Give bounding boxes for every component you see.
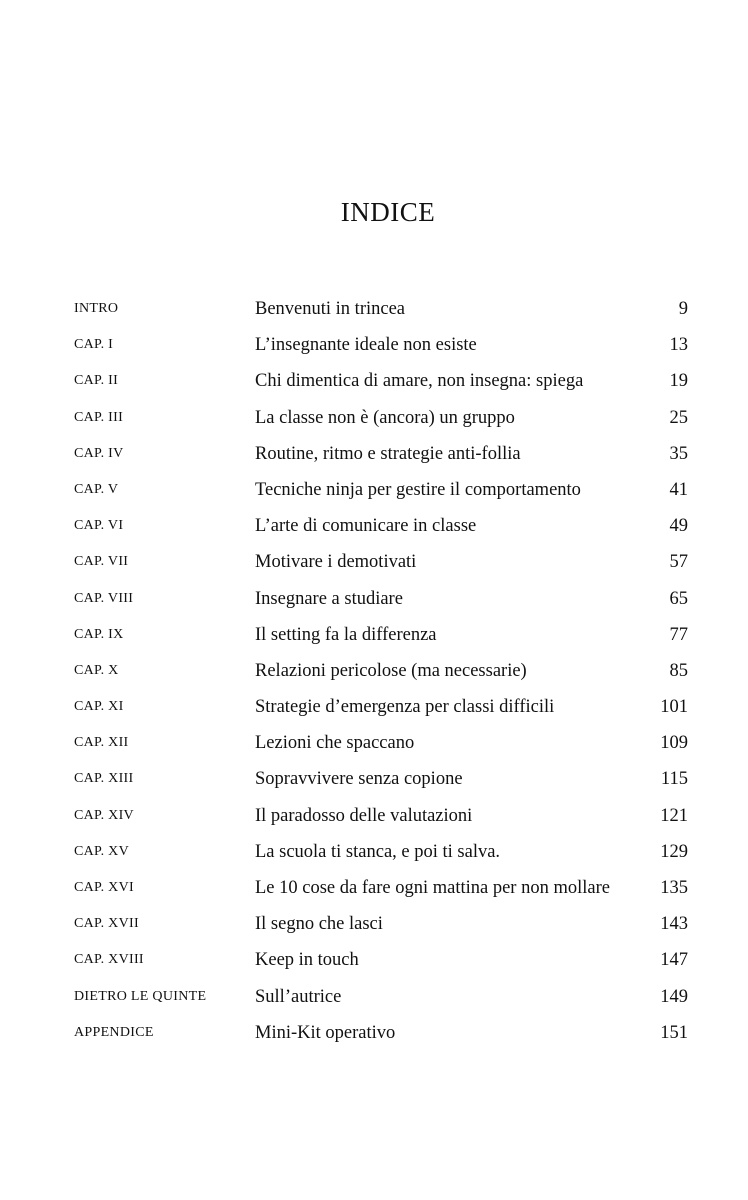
chapter-label: CAP. XVII <box>74 916 139 932</box>
chapter-label: CAP. XII <box>74 735 129 751</box>
page-number: 35 <box>669 443 688 464</box>
toc-row <box>0 290 748 326</box>
chapter-label: APPENDICE <box>74 1024 154 1040</box>
chapter-title: Motivare i demotivati <box>255 552 417 573</box>
chapter-label: CAP. V <box>74 481 119 497</box>
chapter-label: CAP. X <box>74 662 119 678</box>
toc-row <box>0 399 748 435</box>
chapter-title: La classe non è (ancora) un gruppo <box>255 407 515 428</box>
chapter-title: Il paradosso delle valutazioni <box>255 805 473 826</box>
chapter-title: Le 10 cose da fare ogni mattina per non mollare <box>255 878 610 898</box>
chapter-label: CAP. II <box>74 373 119 389</box>
chapter-title: Tecniche ninja per gestire il comportamento <box>255 479 581 500</box>
chapter-title: Relazioni pericolose (ma necessarie) <box>255 660 527 681</box>
toc-row <box>0 869 748 905</box>
toc-row <box>0 688 748 724</box>
page-number: 85 <box>669 660 688 681</box>
chapter-title: L’arte di comunicare in classe <box>255 516 477 537</box>
chapter-title: Routine, ritmo e strategie anti-follia <box>255 443 521 464</box>
chapter-label: CAP. XI <box>74 699 124 715</box>
page-title: INDICE <box>340 197 436 227</box>
toc-row <box>0 760 748 796</box>
page-number: 57 <box>669 552 688 573</box>
toc-row <box>0 543 748 579</box>
chapter-label: INTRO <box>74 301 119 316</box>
chapter-title: Benvenuti in trincea <box>255 299 406 319</box>
chapter-label: CAP. III <box>74 409 124 425</box>
chapter-title: Insegnare a studiare <box>255 588 403 609</box>
toc-row <box>0 905 748 941</box>
toc-row <box>0 362 748 398</box>
page-number: 49 <box>669 516 688 537</box>
chapter-title: Sopravvivere senza copione <box>255 769 463 790</box>
page-number: 19 <box>669 371 688 392</box>
page-number: 109 <box>660 733 688 754</box>
page-number: 129 <box>660 841 688 862</box>
toc-row <box>0 1014 748 1050</box>
chapter-title: Chi dimentica di amare, non insegna: spiega <box>255 371 584 392</box>
toc-row <box>0 616 748 652</box>
toc-row <box>0 507 748 543</box>
chapter-label: CAP. XV <box>74 843 130 859</box>
toc-row <box>0 941 748 977</box>
chapter-title: Keep in touch <box>255 950 359 971</box>
toc-row <box>0 797 748 833</box>
chapter-label: CAP. IV <box>74 445 124 461</box>
chapter-label: DIETRO LE QUINTE <box>74 988 207 1004</box>
page-number: 135 <box>660 878 688 898</box>
chapter-label: CAP. XIII <box>74 771 134 787</box>
chapter-label: CAP. IX <box>74 626 124 642</box>
chapter-title: Lezioni che spaccano <box>255 733 415 754</box>
page-number: 25 <box>669 407 688 428</box>
toc-row <box>0 833 748 869</box>
page-number: 149 <box>660 986 688 1007</box>
chapter-label: CAP. I <box>74 337 114 353</box>
page-number: 101 <box>660 697 688 718</box>
chapter-label: CAP. XVIII <box>74 952 144 968</box>
chapter-label: CAP. VI <box>74 518 124 534</box>
chapter-title: Mini-Kit operativo <box>255 1022 396 1043</box>
chapter-label: CAP. VII <box>74 554 129 570</box>
page-number: 9 <box>678 299 688 319</box>
chapter-label: CAP. XVI <box>74 880 134 895</box>
toc-row <box>0 580 748 616</box>
page-number: 77 <box>669 624 688 645</box>
toc-row <box>0 652 748 688</box>
table-of-contents <box>0 290 748 1050</box>
page-number: 115 <box>660 769 688 790</box>
page-number: 13 <box>669 335 688 356</box>
chapter-title: Sull’autrice <box>255 986 342 1007</box>
chapter-title: Il setting fa la differenza <box>255 624 437 645</box>
page-number: 121 <box>660 805 688 826</box>
toc-row <box>0 326 748 362</box>
page-number: 143 <box>660 914 688 935</box>
page-number: 147 <box>660 950 688 971</box>
page-number: 151 <box>660 1022 688 1043</box>
toc-row <box>0 435 748 471</box>
page-number: 65 <box>669 588 688 609</box>
chapter-title: Strategie d’emergenza per classi difficili <box>255 697 555 718</box>
toc-row <box>0 978 748 1014</box>
chapter-title: La scuola ti stanca, e poi ti salva. <box>255 841 501 862</box>
chapter-label: CAP. XIV <box>74 807 134 823</box>
page-number: 41 <box>669 479 688 500</box>
toc-row <box>0 724 748 760</box>
chapter-title: L’insegnante ideale non esiste <box>255 335 477 356</box>
toc-row <box>0 471 748 507</box>
chapter-title: Il segno che lasci <box>255 914 383 935</box>
chapter-label: CAP. VIII <box>74 590 134 606</box>
